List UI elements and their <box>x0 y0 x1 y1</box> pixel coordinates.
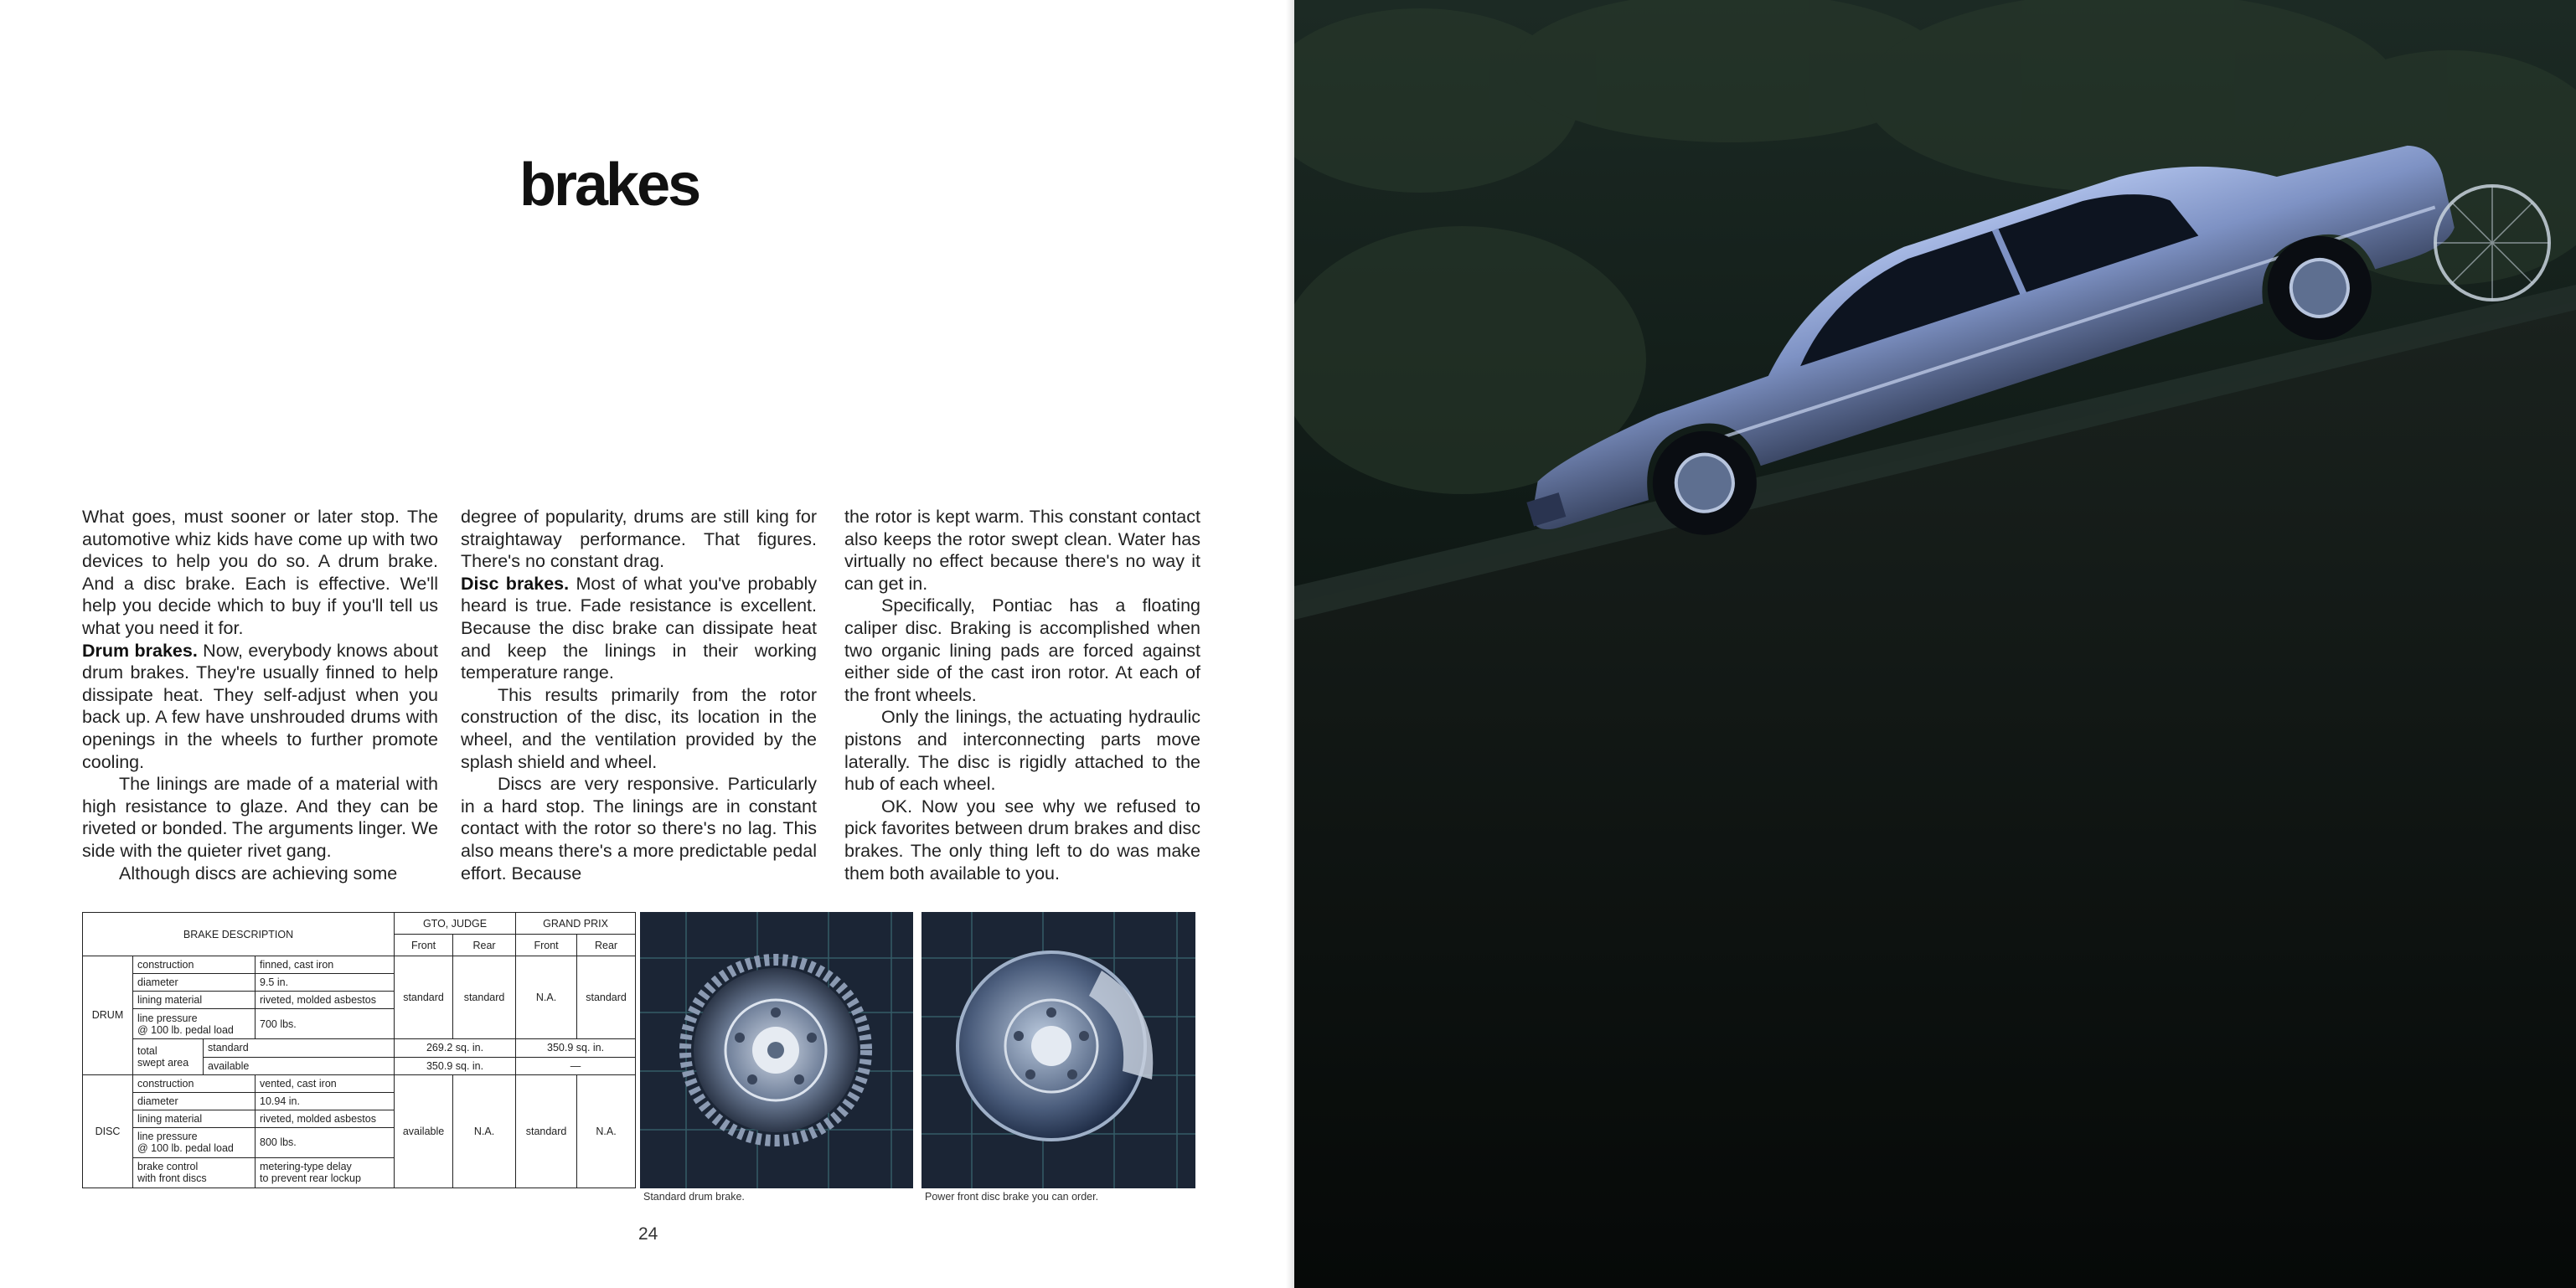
table-cell: standard <box>395 956 453 1039</box>
row-label-disc: DISC <box>83 1074 133 1188</box>
disc-brake-caption: Power front disc brake you can order. <box>925 1191 1099 1203</box>
paragraph: This results primarily from the rotor construction of the disc, its location in the wheel, and the ventilation provided by the splash shield and wheel. <box>461 684 817 772</box>
paragraph: The linings are made of a material with high resistance to glaze. And they can be riveted or bonded. The arguments linger. We side with the quieter rivet gang. <box>82 774 438 861</box>
table-cell: riveted, molded asbestos <box>256 1110 395 1127</box>
disc-brake-photo <box>921 912 1195 1188</box>
table-cell: 700 lbs. <box>256 1009 395 1039</box>
table-cell: line pressure @ 100 lb. pedal load <box>133 1127 256 1157</box>
text-column-3 <box>844 506 1200 884</box>
table-cell: construction <box>133 1074 256 1092</box>
table-cell: lining material <box>133 1110 256 1127</box>
table-cell: standard <box>204 1039 395 1057</box>
table-cell: N.A. <box>577 1074 636 1188</box>
table-cell: available <box>395 1074 453 1188</box>
table-cell: standard <box>453 956 516 1039</box>
paragraph-text: Most of what you've probably heard is true. Fade resistance is excellent. Because the disc brake can dissipate heat and keep the linings in their working temperature range. <box>461 573 817 683</box>
table-header-rear: Rear <box>453 935 516 956</box>
page-title: brakes <box>519 152 699 219</box>
paragraph <box>461 573 817 684</box>
text-column-2 <box>461 506 817 884</box>
table-cell: 269.2 sq. in. <box>395 1039 516 1057</box>
table-cell: 10.94 in. <box>256 1092 395 1110</box>
table-header-desc: BRAKE DESCRIPTION <box>83 913 395 956</box>
table-cell: diameter <box>133 974 256 992</box>
disc-hub <box>1031 1026 1071 1066</box>
table-header-front: Front <box>395 935 453 956</box>
table-cell: vented, cast iron <box>256 1074 395 1092</box>
table-cell: standard <box>516 1074 577 1188</box>
table-header-rear: Rear <box>577 935 636 956</box>
bicycle-spokes <box>2435 186 2549 300</box>
row-label-drum: DRUM <box>83 956 133 1074</box>
table-cell: finned, cast iron <box>256 956 395 974</box>
paragraph: Discs are very responsive. Particularly in a hard stop. The linings are in constant contact with the rotor so there's no lag. This also means there's a more predictable pedal effort. Because <box>461 774 817 884</box>
subheading-disc-brakes: Disc brakes. <box>461 573 570 594</box>
drum-center <box>767 1042 784 1059</box>
table-cell: N.A. <box>516 956 577 1039</box>
paragraph: What goes, must sooner or later stop. The automotive whiz kids have come up with two devices to help you do so. A drum brake. And a disc brake. Each is effective. We'll help you decide which to buy if you'll tell us what you need it for. <box>82 507 438 638</box>
table-cell: 9.5 in. <box>256 974 395 992</box>
drum-brake-photo <box>640 912 913 1188</box>
right-page <box>1294 0 2576 1288</box>
table-header-gto: GTO, JUDGE <box>395 913 516 935</box>
drum-brake-caption: Standard drum brake. <box>643 1191 745 1203</box>
table-cell: metering-type delay to prevent rear lockup <box>256 1157 395 1188</box>
table-cell: line pressure @ 100 lb. pedal load <box>133 1009 256 1039</box>
paragraph <box>82 640 438 774</box>
table-header-front: Front <box>516 935 577 956</box>
paragraph: Only the linings, the actuating hydraulic pistons and interconnecting parts move laterally. The disc is rigidly attached to the hub of each wheel. <box>844 707 1200 795</box>
table-cell: riveted, molded asbestos <box>256 992 395 1009</box>
table-cell: N.A. <box>453 1074 516 1188</box>
table-cell: — <box>516 1057 636 1074</box>
table-cell: 800 lbs. <box>256 1127 395 1157</box>
paragraph: the rotor is kept warm. This constant contact also keeps the rotor swept clean. Water has virtually no effect because there's no way it can get in. <box>844 507 1200 594</box>
table-header-gp: GRAND PRIX <box>516 913 636 935</box>
table-cell: brake control with front discs <box>133 1157 256 1188</box>
page-number: 24 <box>638 1224 658 1244</box>
table-cell: diameter <box>133 1092 256 1110</box>
text-column-1 <box>82 506 438 884</box>
paragraph: Although discs are achieving some <box>119 863 398 884</box>
table-cell: 350.9 sq. in. <box>395 1057 516 1074</box>
table-cell: standard <box>577 956 636 1039</box>
paragraph: OK. Now you see why we refused to pick favorites between drum brakes and disc brakes. The only thing left to do was make them both available to you. <box>844 796 1200 884</box>
paragraph: degree of popularity, drums are still king for straightaway performance. That figures. There's no constant drag. <box>461 507 817 572</box>
subheading-drum-brakes: Drum brakes. <box>82 640 198 661</box>
table-cell: total swept area <box>133 1039 204 1074</box>
brake-spec-table <box>82 912 636 1188</box>
table-cell: available <box>204 1057 395 1074</box>
car-photo <box>1294 0 2576 1288</box>
table-cell: 350.9 sq. in. <box>516 1039 636 1057</box>
table-cell: construction <box>133 956 256 974</box>
paragraph: Specifically, Pontiac has a floating caliper disc. Braking is accomplished when two organic lining pads are forced against either side of the cast iron rotor. At each of the front wheels. <box>844 595 1200 705</box>
table-cell: lining material <box>133 992 256 1009</box>
paragraph-text: Now, everybody knows about drum brakes. They're usually finned to help dissipate heat. They self-adjust when you back up. A few have unshrouded drums with openings in the wheels to further promote cooling. <box>82 640 438 772</box>
